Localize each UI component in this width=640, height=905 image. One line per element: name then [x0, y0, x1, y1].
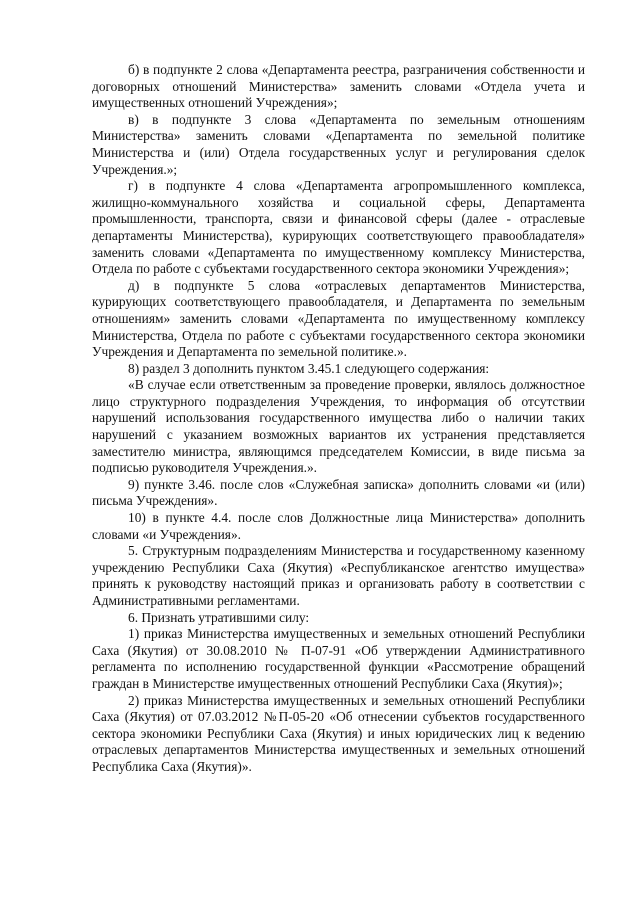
paragraph-subitem-v: в) в подпункте 3 слова «Департамента по земельным отношениям Министерства» заменить словами «Департамента по земельной политике Министерства и (или) Отдела государственных услуг и регулирования сделок Учреждения.»;: [92, 111, 585, 177]
paragraph-section-5: 5. Структурным подразделениям Министерства и государственному казенному учреждению Республики Саха (Якутия) «Республиканское агентство имущества» принять к руководству настоящий приказ и организовать работу в соответствии с Административными регламентами.: [92, 543, 585, 608]
paragraph-subitem-d: д) в подпункте 5 слова «отраслевых департаментов Министерства, курирующих соответствующего правообладателя, и Департамента по земельным отношениям» заменить словами «Департамента по имущественному комплексу Министерства, Отдела по работе с субъектами государственного сектора экономики Учреждения и Департамента по земельной политике.».: [92, 277, 585, 360]
paragraph-section-6: 6. Признать утратившими силу:: [128, 609, 310, 625]
paragraph-item-10: 10) в пункте 4.4. после слов Должностные лица Министерства» дополнить словами «и Учреждения».: [92, 510, 585, 542]
paragraph-order-1: 1) приказ Министерства имущественных и земельных отношений Республики Саха (Якутия) от 30.08.2010 № П-07-91 «Об утверждении Административного регламента по исполнению государственной функции «Рассмотрение обращений граждан в Министерстве имущественных отношений Республики Саха (Якутия)»;: [92, 626, 585, 691]
paragraph-item-9: 9) пункте 3.46. после слов «Служебная записка» дополнить словами «и (или) письма Учреждения».: [92, 476, 585, 509]
paragraph-subitem-b: б) в подпункте 2 слова «Департамента реестра, разграничения собственности и договорных отношений Министерства» заменить словами «Отдела учета и имущественных отношений Учреждения»;: [92, 62, 585, 111]
paragraph-item-8: 8) раздел 3 дополнить пунктом 3.45.1 следующего содержания:: [128, 360, 490, 376]
paragraph-quote-3-45-1: «В случае если ответственным за проведение проверки, являлось должностное лицо структурного подразделения Учреждения, то информация об отсутствии нарушений использования государственного имущества либо о наличии таких нарушений с указанием возможных вариантов их устранения представляется заместителю министра, являющимся председателем Комиссии, в виде письма за подписью руководителя Учреждения.».: [92, 377, 585, 476]
paragraph-subitem-g: г) в подпункте 4 слова «Департамента агропромышленного комплекса, жилищно-коммунального хозяйства и социальной сферы, Департамента промышленности, транспорта, связи и финансовой сферы (далее - отраслевые департаменты Министерства), курирующих соответствующего правообладателя» заменить словами «Департамента по имущественному комплексу Министерства, Отдела по работе с субъектами государственного сектора экономики Учреждения»;: [92, 178, 585, 277]
paragraph-order-2: 2) приказ Министерства имущественных и земельных отношений Республики Саха (Якутия) от 07.03.2012 №П-05-20 «Об отнесении субъектов государственного сектора экономики Республики Саха (Якутия) и иных юридических лиц к ведению отраслевых департаментов Министерства имущественных и земельных отношений Республика Саха (Якутия)».: [92, 692, 585, 774]
